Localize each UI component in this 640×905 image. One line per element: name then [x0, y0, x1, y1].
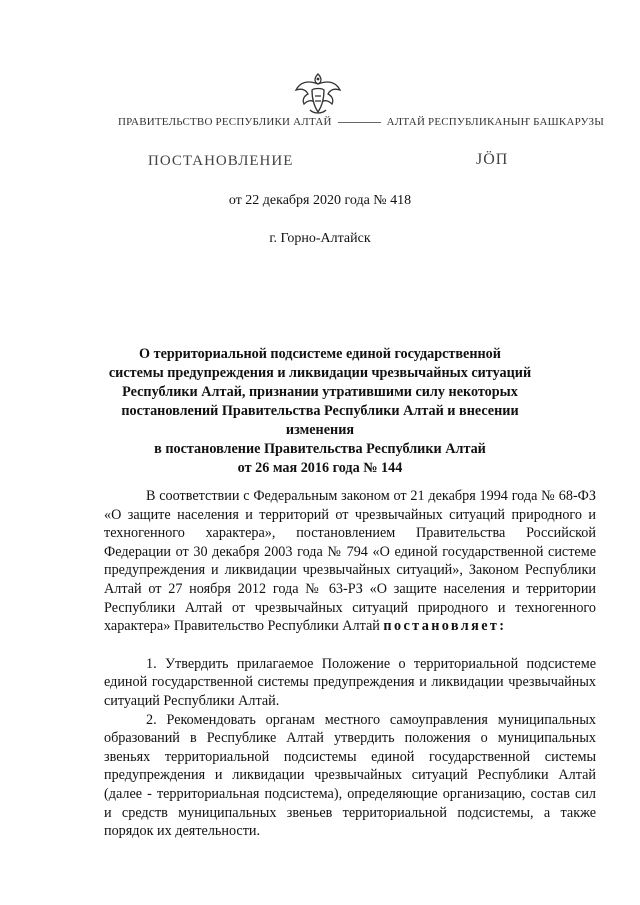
header-left-text: ПРАВИТЕЛЬСТВО РЕСПУБЛИКИ АЛТАЙ [118, 116, 332, 128]
coat-of-arms-icon [292, 70, 344, 118]
title-line: Республики Алтай, признании утратившими силу некоторых [122, 384, 518, 400]
title-line: О территориальной подсистеме единой государственной [139, 346, 501, 362]
doc-type-russian: ПОСТАНОВЛЕНИЕ [148, 153, 294, 169]
header-divider [338, 122, 381, 123]
preamble-text: В соответствии с Федеральным законом от 21 декабря 1994 года № 68-ФЗ «О защите населения и территорий от чрезвычайных ситуаций природного и техногенного характера», постановлением Правительства Российской Федерации от 30 декабря 2003 года № 794 «О единой государственной системе предупреждения и ликвидации чрезвычайных ситуаций», Законом Республики Алтай от 27 ноября 2012 года № 63-РЗ «О защите населения и территории Республики Алтай от чрезвычайных ситуаций природного и техногенного характера» Правительство Республики Алтай [104, 488, 596, 635]
document-city: г. Горно-Алтайск [269, 231, 371, 246]
item-paragraph-2: 2. Рекомендовать органам местного самоуправления муниципальных образований в Республике Алтай утвердить положения о муниципальных звеньях территориальной подсистемы единой государственной системы предупреждения и ликвидации чрезвычайных ситуаций Республики Алтай (далее - территориальная подсистема), определяющие организацию, состав сил и средств муниципальных звеньев территориальной подсистемы, а также порядок их деятельности. [104, 711, 596, 840]
doc-type-altai: JÖП [476, 151, 509, 168]
preamble-paragraph [104, 487, 596, 636]
title-line: системы предупреждения и ликвидации чрезвычайных ситуаций [108, 365, 532, 381]
title-line: в постановление Правительства Республики Алтай [154, 441, 486, 457]
document-body [104, 487, 596, 841]
title-line: постановлений Правительства Республики Алтай и внесении изменения [121, 403, 519, 438]
header-right-text: АЛТАЙ РЕСПУБЛИКАНЫҤ БАШКАРУЗЫ [386, 116, 604, 128]
item-paragraph-1: 1. Утвердить прилагаемое Положение о территориальной подсистеме единой государственной системы предупреждения и ликвидации чрезвычайных ситуаций Республики Алтай. [104, 655, 596, 709]
title-line: от 26 мая 2016 года № 144 [237, 460, 403, 476]
government-header [118, 116, 604, 128]
document-date-number: от 22 декабря 2020 года № 418 [228, 193, 412, 208]
decree-word: постановляет: [383, 618, 507, 635]
document-title [95, 345, 545, 478]
